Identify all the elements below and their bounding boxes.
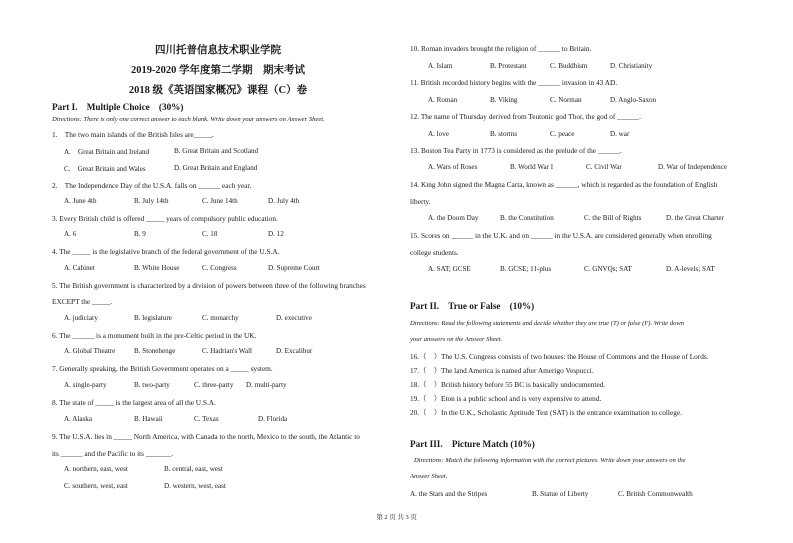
question-14-cont: liberty. xyxy=(410,197,431,206)
option: B. the Constitution xyxy=(500,214,554,222)
option: C. Texas xyxy=(194,415,219,423)
option: A. Roman xyxy=(428,96,458,104)
option: C. southern, west, east xyxy=(64,482,128,490)
option: B. Protestant xyxy=(490,62,527,70)
option: D. Anglo-Saxon xyxy=(610,96,657,104)
option: A. love xyxy=(428,130,449,138)
question-14: 14. King John signed the Magna Carta, known as ______, which is regarded as the foundation of English xyxy=(410,180,718,189)
option: D. A-levels; SAT xyxy=(666,265,715,273)
part3-title: Part III. Picture Match (10%) xyxy=(410,439,535,449)
question-6: 6. The ______ is a monument built in the pre-Celtic period in the UK. xyxy=(52,331,257,340)
option: C. Civil War xyxy=(586,163,622,171)
option: D. multi-party xyxy=(246,381,287,389)
part2-directions: Directions: Read the following statements and decide whether they are true (T) or false (F). Write down xyxy=(410,320,685,327)
tf-item-16: 16.（ ）The U.S. Congress consists of two houses: the House of Commons and the House of Lords. xyxy=(410,352,709,361)
part3-directions-cont: Answer Sheet. xyxy=(410,473,448,480)
part2-title: Part II. True or False (10%) xyxy=(410,301,535,311)
option: B. Statue of Liberty xyxy=(532,490,589,498)
option: C. the Bill of Rights xyxy=(584,214,642,222)
question-5-cont: EXCEPT the _____. xyxy=(52,297,113,306)
option: C. Great Britain and Wales xyxy=(64,165,146,173)
option: B. central, east, west xyxy=(164,465,223,473)
option: A. SAT; GCSE xyxy=(428,265,471,273)
option: B. Great Britain and Scotland xyxy=(174,147,259,155)
part1-directions: Directions: There is only one correct answer to each blank. Write down your answers on Answer Sheet. xyxy=(52,116,325,123)
option: D. Excalibur xyxy=(276,347,313,355)
option: A. Wars of Roses xyxy=(428,163,478,171)
option: D. July 4th xyxy=(268,197,300,205)
option: C. Buddhism xyxy=(550,62,588,70)
option: A. Islam xyxy=(428,62,453,70)
question-1: 1. The two main islands of the British Isles are_____. xyxy=(52,130,214,139)
option: D. War of Independence xyxy=(658,163,728,171)
part2-directions-cont: your answers on the Answer Sheet. xyxy=(410,336,503,343)
option: A. 6 xyxy=(64,230,77,238)
option: B. Viking xyxy=(490,96,518,104)
option: A. single-party xyxy=(64,381,107,389)
option: B. 9 xyxy=(134,230,146,238)
option: C. peace xyxy=(550,130,575,138)
option: D. Florida xyxy=(258,415,288,423)
option: C. Norman xyxy=(550,96,582,104)
option: D. 12 xyxy=(268,230,284,238)
option: C. monarchy xyxy=(202,314,239,322)
tf-item-20: 20.（ ）In the U.K., Scholastic Aptitude Test (SAT) is the entrance examination to college. xyxy=(410,408,682,417)
question-3: 3. Every British child is offered _____ years of compulsory public education. xyxy=(52,214,278,223)
option: A. northern, east, west xyxy=(64,465,128,473)
option: B. Stonehenge xyxy=(134,347,176,355)
option: B. two-party xyxy=(134,381,170,389)
exam-term: 2019-2020 学年度第二学期 期末考试 xyxy=(130,65,306,76)
question-9-cont: its ______ and the Pacific to its _______. xyxy=(52,449,174,458)
option: D. war xyxy=(610,130,630,138)
question-15-cont: college students. xyxy=(410,248,459,257)
option: D. western, west, east xyxy=(164,482,226,490)
option: C. June 14th xyxy=(202,197,238,205)
option: B. GCSE; 11-plus xyxy=(500,265,552,273)
option: C. Congress xyxy=(202,264,237,272)
page-number: 第 2 页 共 3 页 xyxy=(376,514,417,521)
option: B. World War I xyxy=(510,163,554,171)
option: A. Alaska xyxy=(64,415,92,423)
option: A. the Doom Day xyxy=(428,214,479,222)
tf-item-19: 19.（ ）Eton is a public school and is very expensive to attend. xyxy=(410,394,602,403)
part1-title: Part I. Multiple Choice (30%) xyxy=(52,102,184,112)
option: B. White House xyxy=(134,264,180,272)
option: C. three-party xyxy=(194,381,234,389)
question-7: 7. Generally speaking, the British Government operates on a _____ system. xyxy=(52,364,273,373)
question-10: 10. Roman invaders brought the religion of ______ to Britain. xyxy=(410,44,592,53)
option: C. Hadrian's Wall xyxy=(202,347,253,355)
option: B. July 14th xyxy=(134,197,169,205)
course-title: 2018 级《英语国家概况》课程（C）卷 xyxy=(128,85,308,96)
option: D. Supreme Court xyxy=(268,264,320,272)
option: D. the Great Charter xyxy=(666,214,724,222)
tf-item-18: 18.（ ）British history before 55 BC is basically undocumented. xyxy=(410,380,606,389)
option: B. Hawaii xyxy=(134,415,163,423)
question-11: 11. British recorded history begins with the ______ invasion in 43 AD. xyxy=(410,78,618,87)
option: A. Great Britain and Ireland xyxy=(64,148,150,156)
option: A. the Stars and the Stripes xyxy=(410,490,488,498)
option: A. judiciary xyxy=(64,314,98,322)
question-5: 5. The British government is characterized by a division of powers between three of the following branches xyxy=(52,281,366,290)
option: D. Great Britain and England xyxy=(174,164,258,172)
option: D. executive xyxy=(276,314,312,322)
question-15: 15. Scores on ______ in the U.K. and on ______ in the U.S.A. are considered generally when enrolling xyxy=(410,231,712,240)
option: B. legislature xyxy=(134,314,172,322)
option: A. Global Theatre xyxy=(64,347,116,355)
question-2: 2. The Independence Day of the U.S.A. falls on ______ each year. xyxy=(52,181,252,190)
option: B. storms xyxy=(490,130,518,138)
part3-directions: Directions: Match the following information with the correct pictures. Write down your answers on the xyxy=(414,457,686,464)
question-13: 13. Boston Tea Party in 1773 is considered as the prelude of the ______. xyxy=(410,146,622,155)
option: A. June 4th xyxy=(64,197,97,205)
option: D. Christianity xyxy=(610,62,653,70)
tf-item-17: 17.（ ）The land America is named after Amerigo Vespucci. xyxy=(410,366,594,375)
option: C. 18 xyxy=(202,230,218,238)
question-4: 4. The _____ is the legislative branch of the federal government of the U.S.A. xyxy=(52,247,280,256)
question-12: 12. The name of Thursday derived from Teutonic god Thor, the god of ______. xyxy=(410,112,641,121)
option: C. British Commonwealth xyxy=(618,490,693,498)
option: A. Cabinet xyxy=(64,264,95,272)
option: C. GNVQs; SAT xyxy=(584,265,632,273)
question-9: 9. The U.S.A. lies in _____ North America, with Canada to the north, Mexico to the south, the Atlantic to xyxy=(52,432,360,441)
question-8: 8. The state of _____ is the largest area of all the U.S.A. xyxy=(52,398,216,407)
school-name: 四川托普信息技术职业学院 xyxy=(155,45,281,56)
